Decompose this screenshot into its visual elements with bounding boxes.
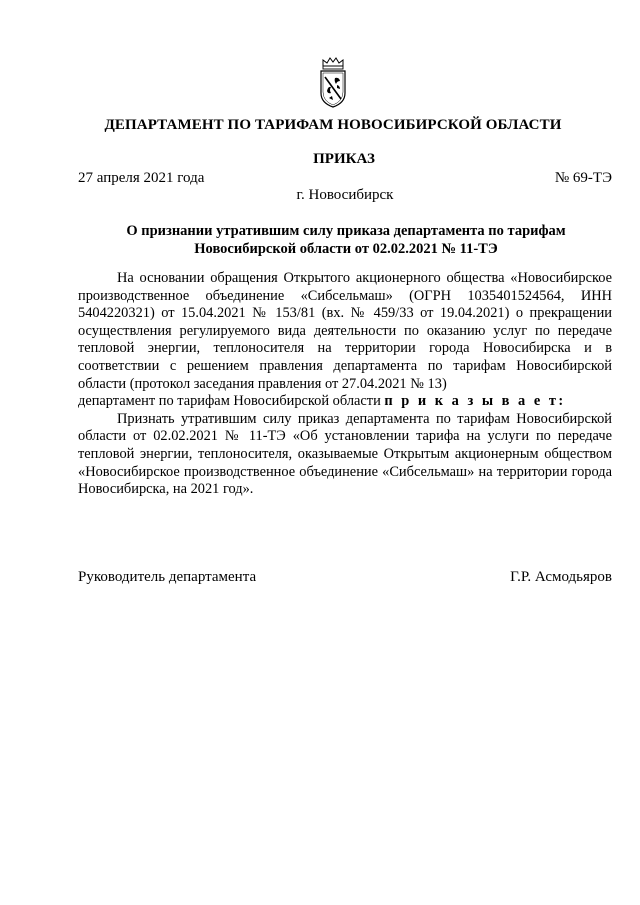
order-number: № 69-ТЭ [554,170,612,186]
decision-paragraph: Признать утратившим силу приказ департамента по тарифам Новосибирской области от 02.02.2021 № 11-ТЭ «Об установлении тарифа на услуги по передаче тепловой энергии, теплоносителя, оказываемые Открытым акционерным обществом «Новосибирское производственное объединение «Сибсельмаш» на территории города Новосибирска, на 2021 год». [78,410,612,498]
orders-word: п р и к а з ы в а е т: [384,393,566,410]
orders-line [78,393,612,411]
order-body [78,270,612,499]
department-title: ДЕПАРТАМЕНТ ПО ТАРИФАМ НОВОСИБИРСКОЙ ОБЛАСТИ [104,117,562,133]
signatory-name: Г.Р. Асмодьяров [510,569,612,585]
order-date: 27 апреля 2021 года [78,170,205,186]
subject-line-2: Новосибирской области от 02.02.2021 № 11-ТЭ [194,241,498,257]
preamble-paragraph: На основании обращения Открытого акционерного общества «Новосибирское производственное объединение «Сибсельмаш» (ОГРН 1035401524564, ИНН 5404220321) от 15.04.2021 № 153/81 (вх. № 459/33 от 19.04.2021) о прекращении осуществления регулируемого вида деятельности по оказанию услуг по передаче тепловой энергии, теплоносителя на территории города Новосибирска и в соответствии с решением правления департамента по тарифам Новосибирской области (протокол заседания правления от 27.04.2021 № 13) [78,270,612,392]
novosibirsk-coat-of-arms-icon [318,57,348,109]
subject-line-1: О признании утратившим силу приказа департамента по тарифам [126,223,566,239]
document-type: ПРИКАЗ [313,151,375,167]
order-city: г. Новосибирск [296,187,394,203]
orders-prefix: департамент по тарифам Новосибирской области [78,393,381,410]
signatory-position: Руководитель департамента [78,569,257,585]
order-subject [80,222,612,258]
